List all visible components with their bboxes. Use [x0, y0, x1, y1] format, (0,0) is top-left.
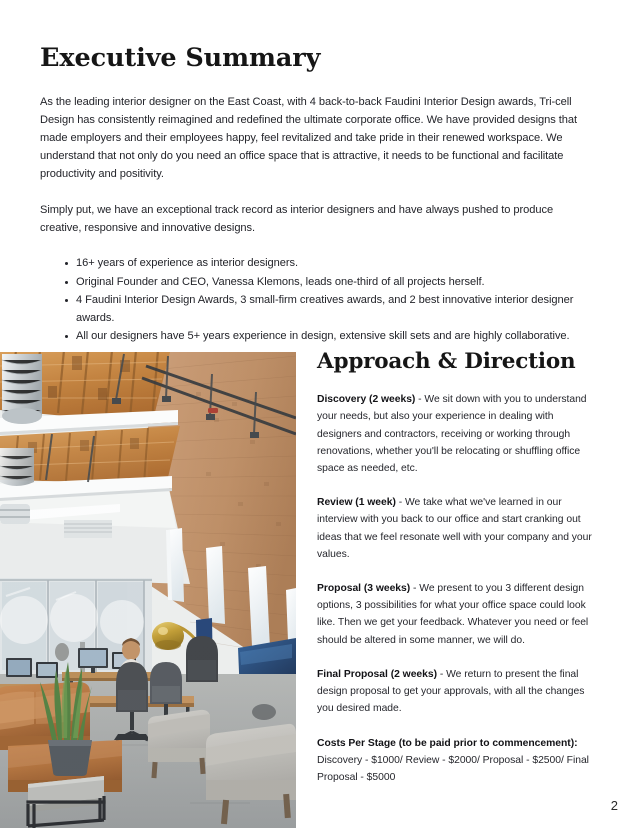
approach-direction-section [317, 350, 595, 786]
stage-discovery-label: Discovery (2 weeks) [317, 394, 416, 406]
stage-review-text: - We take what we've learned in our interview with you back to our office and start cranking out ideas that we feel resonate well with your company and your values. [317, 497, 592, 560]
office-interior-illustration [0, 352, 296, 828]
stage-discovery-text: - We sit down with you to understand your needs, but also your experience in dealing with designers and contractors, receiving or working through renovations, whether you'll be relocating or shuffling office space as needed, etc. [317, 394, 587, 474]
stage-review [317, 494, 595, 563]
stage-final-proposal [317, 666, 595, 718]
stage-final-proposal-text: - We return to present the final design proposal to get your approvals, with all the changes you desired made. [317, 668, 585, 715]
costs-per-stage [317, 735, 595, 787]
costs-per-stage-text: Discovery - $1000/ Review - $2000/ Proposal - $2500/ Final Proposal - $5000 [317, 754, 589, 784]
list-item: 16+ years of experience as interior designers. [65, 255, 580, 273]
page-number: 2 [610, 798, 618, 813]
office-interior-photo [0, 352, 296, 828]
stage-discovery [317, 391, 595, 477]
executive-summary-paragraph-1: As the leading interior designer on the East Coast, with 4 back-to-back Faudini Interior Design awards, Tri-cell Design has consistently reimagined and redefined the ultimate corporate office. We have provided designs that made employers and their employees happy, feel revitalized and take pride in their renewed workspace. We understand that not only do you need an office space that is attractive, it needs to be functional and facilitate productivity and positivity. [40, 95, 577, 180]
list-item: Original Founder and CEO, Vanessa Klemons, leads one-third of all projects herself. [65, 274, 580, 292]
executive-summary-paragraph-2: Simply put, we have an exceptional track record as interior designers and have always pushed to produce creative, responsive and innovative designs. [40, 203, 554, 235]
executive-summary-bullet-list [40, 255, 580, 346]
stage-proposal-label: Proposal (3 weeks) [317, 583, 411, 595]
list-item: 4 Faudini Interior Design Awards, 3 small-firm creatives awards, and 2 best innovative interior designer awards. [65, 292, 580, 327]
executive-summary-section [40, 44, 580, 347]
list-item: All our designers have 5+ years experience in design, extensive skill sets and are highly collaborative. [65, 328, 580, 346]
stage-final-proposal-label: Final Proposal (2 weeks) [317, 668, 437, 680]
stage-proposal [317, 580, 595, 649]
page-title: Executive Summary [40, 43, 321, 73]
costs-per-stage-label: Costs Per Stage (to be paid prior to commencement): [317, 737, 578, 749]
stage-proposal-text: - We present to you 3 different design options, 3 possibilities for what your office space could look like. Then we get your feedback. Whatever you need or feel should be altered in some manner, we will do. [317, 583, 589, 646]
approach-title: Approach & Direction [317, 349, 576, 374]
stage-review-label: Review (1 week) [317, 497, 396, 509]
